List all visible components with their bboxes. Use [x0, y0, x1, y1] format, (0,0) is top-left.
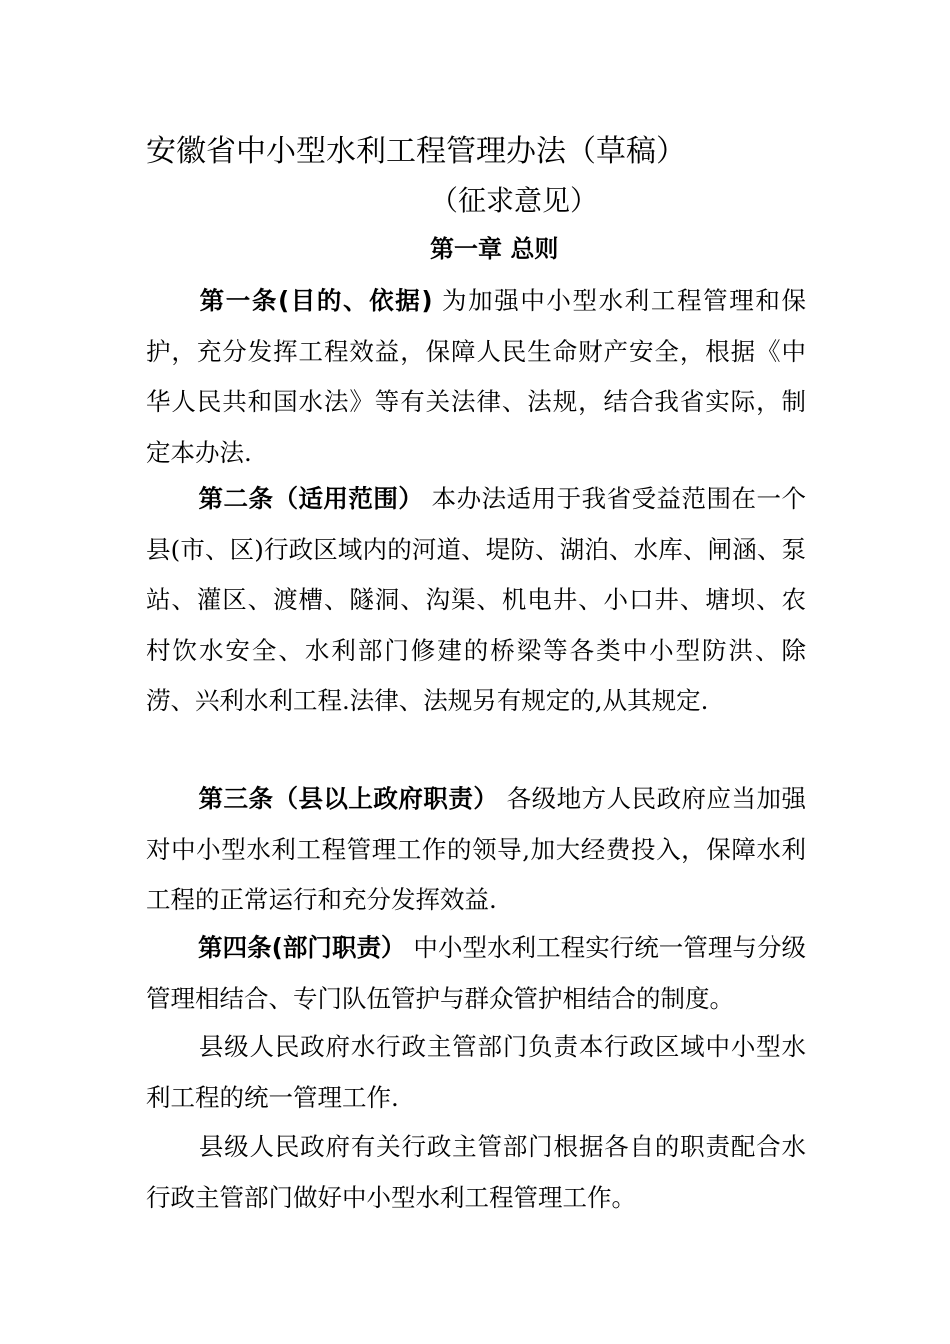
article-4-text: 中小型水利工程实行统一管理与分级管理相结合、专门队伍管护与群众管护相结合的制度。 — [146, 933, 806, 1013]
chapter-heading: 第一章 总则 — [430, 235, 559, 263]
article-1-heading: 第一条(目的、依据) — [198, 286, 433, 315]
paragraph-text: 县级人民政府有关行政主管部门根据各自的职责配合水行政主管部门做好中小型水利工程管理工作。 — [146, 1132, 806, 1212]
article-3-text: 各级地方人民政府应当加强对中小型水利工程管理工作的领导,加大经费投入，保障水利工程的正常运行和充分发挥效益. — [146, 784, 807, 914]
article-2 — [146, 474, 806, 727]
document-subtitle: （征求意见） — [430, 184, 599, 217]
article-2-heading: 第二条（适用范围） — [198, 484, 424, 513]
article-2-text: 本办法适用于我省受益范围在一个县(市、区)行政区域内的河道、堤防、湖泊、水库、闸涵、泵站、灌区、渡槽、隧洞、沟渠、机电井、小口井、塘坝、农村饮水安全、水利部门修建的桥梁等各类中小型防洪、除涝、兴利水利工程.法律、法规另有规定的,从其规定. — [146, 484, 806, 715]
paragraph-county-water-dept — [146, 1022, 806, 1123]
article-3-heading: 第三条（县以上政府职责） — [198, 784, 499, 813]
article-3 — [146, 774, 806, 926]
document-title: 安徽省中小型水利工程管理办法（草稿） — [146, 134, 686, 169]
article-1-text: 为加强中小型水利工程管理和保护，充分发挥工程效益，保障人民生命财产安全，根据《中华人民共和国水法》等有关法律、法规，结合我省实际，制定本办法. — [146, 286, 806, 467]
paragraph-text: 县级人民政府水行政主管部门负责本行政区域中小型水利工程的统一管理工作. — [146, 1032, 806, 1112]
article-4 — [146, 923, 806, 1024]
article-4-heading: 第四条(部门职责） — [198, 933, 406, 962]
paragraph-county-other-depts — [146, 1122, 806, 1223]
article-1 — [146, 276, 806, 478]
